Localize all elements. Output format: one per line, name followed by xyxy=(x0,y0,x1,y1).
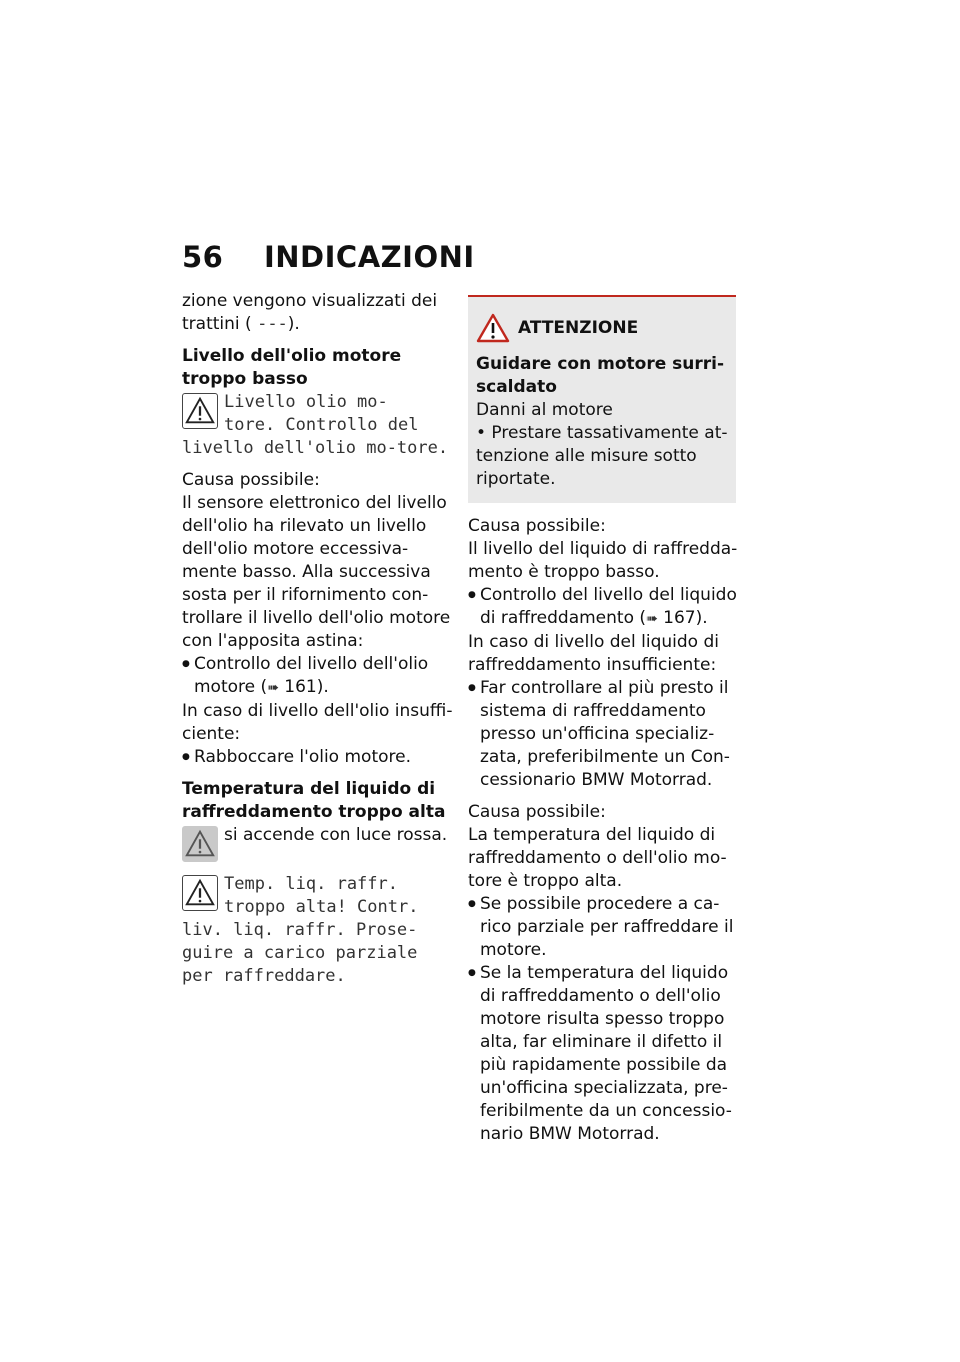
list-item: ● Controllo del livello dell'olio motore (➠ 161). xyxy=(182,653,454,700)
left-column xyxy=(182,290,454,988)
page-reference-icon: ➠ xyxy=(267,680,279,696)
cause-text: La temperatura del liquido di raffreddamento o dell'olio mo-tore è troppo alta. xyxy=(468,825,727,891)
lamp-text: si accende con luce rossa. xyxy=(224,825,448,845)
cause-label: Causa possibile: xyxy=(468,516,606,536)
warning-lamp-icon xyxy=(182,826,218,862)
list-item: ● Se possibile procedere a ca-rico parziale per raffreddare il motore. xyxy=(468,893,740,962)
coolant-warning-lamp xyxy=(182,824,454,864)
cause-text: Il livello del liquido di raffredda-mento è troppo basso. xyxy=(468,539,738,582)
section-heading-oil-level: Livello dell'olio motore troppo basso xyxy=(182,346,402,389)
right-column xyxy=(468,295,740,1146)
warning-box xyxy=(468,295,736,503)
page-reference-icon: ➠ xyxy=(646,611,658,627)
warning-triangle-icon xyxy=(182,393,218,429)
warning-subtitle: Guidare con motore surri-scaldato xyxy=(476,354,725,397)
page-header xyxy=(182,240,475,274)
insufficient-text: In caso di livello dell'olio insuffi-ciente: xyxy=(182,701,453,744)
warning-instruction: • Prestare tassativamente at-tenzione alle misure sotto riportate. xyxy=(476,423,728,489)
page-number: 56 xyxy=(182,240,224,274)
coolant-display-message: Temp. liq. raffr. troppo alta! Contr. liv. liq. raffr. Prose-guire a carico parziale per raffreddare. xyxy=(182,874,419,986)
warning-triangle-icon xyxy=(476,313,510,343)
insufficient-text: In caso di livello del liquido di raffreddamento insufficiente: xyxy=(468,632,719,675)
cause-label: Causa possibile: xyxy=(468,802,606,822)
list-item: ● Controllo del livello del liquido di raffreddamento (➠ 167). xyxy=(468,584,740,631)
warning-title: ATTENZIONE xyxy=(518,317,639,338)
warning-triangle-icon xyxy=(182,875,218,911)
oil-display-message: Livello olio mo- tore. Controllo del livello dell'olio mo-tore. xyxy=(182,392,449,458)
cause-label: Causa possibile: xyxy=(182,470,320,490)
list-item: ● Rabboccare l'olio motore. xyxy=(182,746,454,769)
list-item: ● Se la temperatura del liquido di raffreddamento o dell'olio motore risulta spesso troppo alta, far eliminare il difetto il più rapidamente possibile da un'officina specializzata, pre-feribilmente da un concessio-nario BMW Motorrad. xyxy=(468,962,740,1146)
warning-consequence: Danni al motore xyxy=(476,400,613,420)
cause-text: Il sensore elettronico del livello dell'olio ha rilevato un livello dell'olio motore eccessiva-mente basso. Alla successiva sosta per il rifornimento con-trollare il livello dell'olio motore con l'apposita astina: xyxy=(182,493,451,651)
intro-paragraph: zione vengono visualizzati dei trattini ( ---). xyxy=(182,291,438,334)
section-heading-coolant: Temperatura del liquido di raffreddamento troppo alta xyxy=(182,779,446,822)
page-title: INDICAZIONI xyxy=(264,240,475,274)
list-item: ● Far controllare al più presto il sistema di raffreddamento presso un'officina specializ-zata, preferibilmente un Con-cessionario BMW Motorrad. xyxy=(468,677,740,792)
